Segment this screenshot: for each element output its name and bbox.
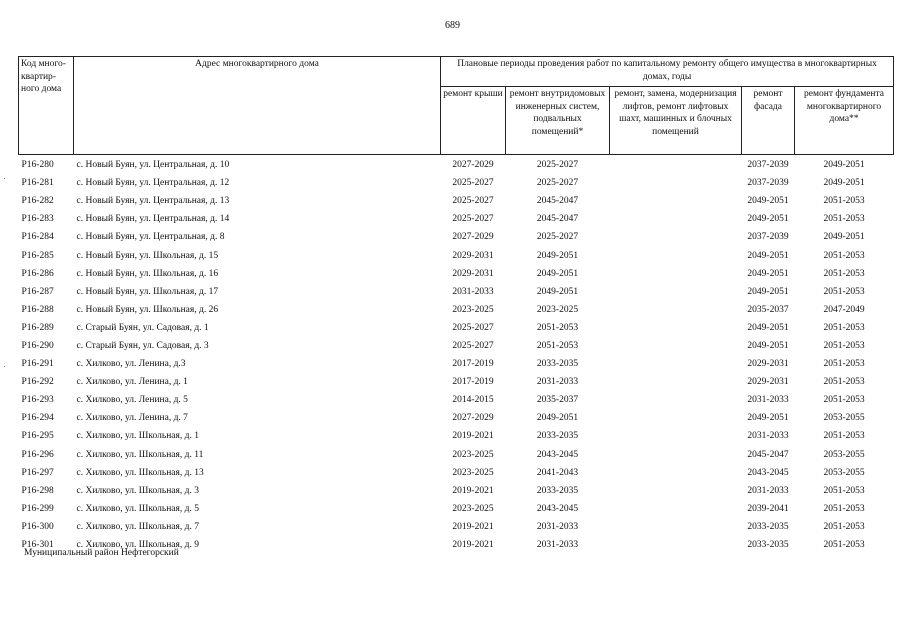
cell-systems: 2025-2027 (536, 232, 579, 243)
cell-code: P16-289 (21, 322, 54, 333)
cell-code: P16-285 (21, 250, 54, 261)
cell-roof: 2027-2029 (452, 232, 494, 243)
header-code: Код много-квартир-ного дома (19, 57, 74, 155)
table-header (19, 57, 894, 155)
cell-code: P16-286 (21, 268, 54, 279)
cell-code: P16-283 (21, 214, 54, 225)
cell-facade: 2039-2041 (747, 503, 789, 514)
cell-roof: 2029-2031 (452, 268, 494, 279)
cell-code: P16-300 (21, 521, 54, 532)
cell-systems: 2045-2047 (536, 196, 579, 207)
cell-lifts (610, 265, 742, 283)
cell-lifts (610, 174, 742, 192)
table-row (19, 319, 894, 337)
cell-roof: 2019-2021 (452, 540, 494, 551)
cell-roof: 2025-2027 (452, 214, 494, 225)
cell-address: с. Хилково, ул. Школьная, д. 9 (76, 540, 199, 551)
cell-address: с. Хилково, ул. Ленина, д. 7 (76, 413, 188, 424)
cell-facade: 2031-2033 (747, 431, 789, 442)
cell-lifts (610, 482, 742, 500)
cell-code: P16-290 (21, 340, 54, 351)
scan-mark (4, 366, 5, 367)
table-row (19, 155, 894, 175)
cell-facade: 2049-2051 (747, 413, 789, 424)
table-row (19, 192, 894, 210)
cell-systems: 2025-2027 (536, 178, 579, 189)
cell-address: с. Хилково, ул. Ленина, д.3 (76, 359, 186, 370)
cell-facade: 2045-2047 (747, 449, 789, 460)
header-foundation: ремонт фундамента многоквартирного дома** (795, 87, 894, 155)
cell-code: P16-292 (21, 377, 54, 388)
table-row (19, 391, 894, 409)
table-row (19, 210, 894, 228)
cell-code: P16-291 (21, 359, 54, 370)
cell-lifts (610, 536, 742, 554)
cell-address: с. Старый Буян, ул. Садовая, д. 1 (76, 322, 209, 333)
cell-facade: 2035-2037 (747, 304, 789, 315)
cell-systems: 2049-2051 (536, 250, 579, 261)
cell-lifts (610, 192, 742, 210)
cell-address: с. Новый Буян, ул. Школьная, д. 15 (76, 250, 219, 261)
cell-facade: 2049-2051 (747, 214, 789, 225)
page-number: 689 (445, 20, 460, 31)
cell-foundation: 2053-2055 (823, 449, 865, 460)
cell-systems: 2043-2045 (536, 503, 579, 514)
cell-address: с. Новый Буян, ул. Школьная, д. 16 (76, 268, 219, 279)
cell-facade: 2033-2035 (747, 540, 789, 551)
cell-roof: 2017-2019 (452, 359, 494, 370)
cell-roof: 2025-2027 (452, 196, 494, 207)
capital-repair-table (18, 56, 894, 554)
cell-systems: 2041-2043 (536, 467, 579, 478)
cell-systems: 2043-2045 (536, 449, 579, 460)
cell-lifts (610, 427, 742, 445)
header-roof: ремонт крыши (441, 87, 506, 155)
cell-systems: 2033-2035 (536, 485, 579, 496)
table-row (19, 265, 894, 283)
cell-facade: 2037-2039 (747, 160, 789, 171)
cell-address: с. Хилково, ул. Школьная, д. 13 (76, 467, 204, 478)
cell-facade: 2033-2035 (747, 521, 789, 532)
cell-lifts (610, 246, 742, 264)
cell-facade: 2049-2051 (747, 286, 789, 297)
cell-lifts (610, 446, 742, 464)
cell-systems: 2051-2053 (536, 340, 579, 351)
cell-facade: 2049-2051 (747, 250, 789, 261)
cell-address: с. Хилково, ул. Школьная, д. 3 (76, 485, 199, 496)
cell-roof: 2023-2025 (452, 304, 494, 315)
cell-code: P16-293 (21, 395, 54, 406)
cell-address: с. Хилково, ул. Ленина, д. 5 (76, 395, 188, 406)
cell-foundation: 2051-2053 (823, 540, 865, 551)
cell-lifts (610, 500, 742, 518)
cell-roof: 2023-2025 (452, 503, 494, 514)
cell-systems: 2023-2025 (536, 304, 579, 315)
cell-code: P16-287 (21, 286, 54, 297)
cell-foundation: 2049-2051 (823, 232, 865, 243)
cell-lifts (610, 337, 742, 355)
cell-address: с. Новый Буян, ул. Центральная, д. 10 (76, 160, 230, 171)
cell-address: с. Старый Буян, ул. Садовая, д. 3 (76, 340, 209, 351)
cell-systems: 2031-2033 (536, 540, 579, 551)
table-row (19, 482, 894, 500)
header-lifts: ремонт, замена, модернизация лифтов, ремонт лифтовых шахт, машинных и блочных помещений (610, 87, 742, 155)
cell-address: с. Хилково, ул. Школьная, д. 1 (76, 431, 199, 442)
table-row (19, 283, 894, 301)
cell-systems: 2031-2033 (536, 377, 579, 388)
cell-address: с. Новый Буян, ул. Центральная, д. 12 (76, 178, 230, 189)
cell-facade: 2049-2051 (747, 340, 789, 351)
scan-mark (4, 178, 5, 179)
cell-code: P16-298 (21, 485, 54, 496)
table-row (19, 446, 894, 464)
cell-address: с. Хилково, ул. Школьная, д. 5 (76, 503, 199, 514)
cell-facade: 2031-2033 (747, 485, 789, 496)
table-row (19, 246, 894, 264)
cell-foundation: 2051-2053 (823, 377, 865, 388)
cell-systems: 2049-2051 (536, 413, 579, 424)
cell-facade: 2037-2039 (747, 232, 789, 243)
district-heading: Муниципальный район Нефтегорский (24, 548, 179, 558)
cell-foundation: 2051-2053 (823, 395, 865, 406)
cell-code: P16-288 (21, 304, 54, 315)
cell-systems: 2033-2035 (536, 431, 579, 442)
cell-lifts (610, 518, 742, 536)
cell-facade: 2029-2031 (747, 359, 789, 370)
cell-foundation: 2053-2055 (823, 413, 865, 424)
cell-roof: 2027-2029 (452, 160, 494, 171)
cell-roof: 2023-2025 (452, 449, 494, 460)
cell-roof: 2029-2031 (452, 250, 494, 261)
cell-systems: 2049-2051 (536, 268, 579, 279)
cell-facade: 2049-2051 (747, 196, 789, 207)
header-address: Адрес многоквартирного дома (74, 57, 441, 155)
cell-foundation: 2051-2053 (823, 431, 865, 442)
table-row (19, 500, 894, 518)
table-row (19, 518, 894, 536)
cell-systems: 2033-2035 (536, 359, 579, 370)
cell-foundation: 2051-2053 (823, 268, 865, 279)
cell-lifts (610, 228, 742, 246)
cell-address: с. Новый Буян, ул. Школьная, д. 26 (76, 304, 219, 315)
cell-foundation: 2053-2055 (823, 467, 865, 478)
table-body (19, 155, 894, 555)
cell-roof: 2023-2025 (452, 467, 494, 478)
cell-lifts (610, 373, 742, 391)
cell-roof: 2025-2027 (452, 322, 494, 333)
cell-code: P16-295 (21, 431, 54, 442)
table-row (19, 337, 894, 355)
cell-foundation: 2051-2053 (823, 196, 865, 207)
table-row (19, 373, 894, 391)
cell-lifts (610, 319, 742, 337)
cell-address: с. Хилково, ул. Школьная, д. 7 (76, 521, 199, 532)
table-row (19, 301, 894, 319)
cell-code: P16-296 (21, 449, 54, 460)
cell-address: с. Новый Буян, ул. Школьная, д. 17 (76, 286, 219, 297)
cell-foundation: 2051-2053 (823, 214, 865, 225)
cell-foundation: 2049-2051 (823, 160, 865, 171)
cell-address: с. Хилково, ул. Ленина, д. 1 (76, 377, 188, 388)
cell-systems: 2025-2027 (536, 160, 579, 171)
cell-address: с. Новый Буян, ул. Центральная, д. 14 (76, 214, 230, 225)
cell-systems: 2051-2053 (536, 322, 579, 333)
cell-foundation: 2051-2053 (823, 340, 865, 351)
cell-lifts (610, 283, 742, 301)
cell-lifts (610, 210, 742, 228)
cell-address: с. Новый Буян, ул. Центральная, д. 8 (76, 232, 225, 243)
cell-roof: 2017-2019 (452, 377, 494, 388)
cell-systems: 2035-2037 (536, 395, 579, 406)
cell-facade: 2049-2051 (747, 268, 789, 279)
cell-roof: 2019-2021 (452, 431, 494, 442)
cell-address: с. Новый Буян, ул. Центральная, д. 13 (76, 196, 230, 207)
cell-foundation: 2051-2053 (823, 503, 865, 514)
table-row (19, 228, 894, 246)
header-facade: ремонт фасада (742, 87, 795, 155)
cell-lifts (610, 409, 742, 427)
table-row (19, 427, 894, 445)
cell-code: P16-282 (21, 196, 54, 207)
cell-code: P16-297 (21, 467, 54, 478)
table-row (19, 174, 894, 192)
cell-roof: 2025-2027 (452, 340, 494, 351)
header-periods: Плановые периоды проведения работ по капитальному ремонту общего имущества в многоквартирных домах, годы (441, 57, 894, 87)
table-row (19, 355, 894, 373)
cell-code: P16-294 (21, 413, 54, 424)
cell-roof: 2025-2027 (452, 178, 494, 189)
cell-facade: 2029-2031 (747, 377, 789, 388)
cell-roof: 2019-2021 (452, 521, 494, 532)
cell-systems: 2045-2047 (536, 214, 579, 225)
cell-foundation: 2051-2053 (823, 250, 865, 261)
cell-systems: 2031-2033 (536, 521, 579, 532)
cell-lifts (610, 391, 742, 409)
cell-systems: 2049-2051 (536, 286, 579, 297)
cell-address: с. Хилково, ул. Школьная, д. 11 (76, 449, 204, 460)
cell-roof: 2019-2021 (452, 485, 494, 496)
cell-facade: 2037-2039 (747, 178, 789, 189)
cell-code: P16-301 (21, 540, 54, 551)
cell-lifts (610, 355, 742, 373)
cell-roof: 2027-2029 (452, 413, 494, 424)
cell-lifts (610, 155, 742, 175)
cell-lifts (610, 301, 742, 319)
cell-foundation: 2047-2049 (823, 304, 865, 315)
cell-lifts (610, 464, 742, 482)
cell-code: P16-281 (21, 178, 54, 189)
cell-foundation: 2051-2053 (823, 359, 865, 370)
cell-facade: 2031-2033 (747, 395, 789, 406)
table-row (19, 464, 894, 482)
header-systems: ремонт внутридомовых инженерных систем, подвальных помещений* (506, 87, 610, 155)
cell-foundation: 2051-2053 (823, 485, 865, 496)
cell-foundation: 2051-2053 (823, 521, 865, 532)
cell-foundation: 2049-2051 (823, 178, 865, 189)
cell-code: P16-284 (21, 232, 54, 243)
cell-roof: 2031-2033 (452, 286, 494, 297)
table-row (19, 409, 894, 427)
cell-code: P16-280 (21, 160, 54, 171)
cell-code: P16-299 (21, 503, 54, 514)
cell-facade: 2043-2045 (747, 467, 789, 478)
cell-roof: 2014-2015 (452, 395, 494, 406)
cell-facade: 2049-2051 (747, 322, 789, 333)
cell-foundation: 2051-2053 (823, 286, 865, 297)
cell-foundation: 2051-2053 (823, 322, 865, 333)
